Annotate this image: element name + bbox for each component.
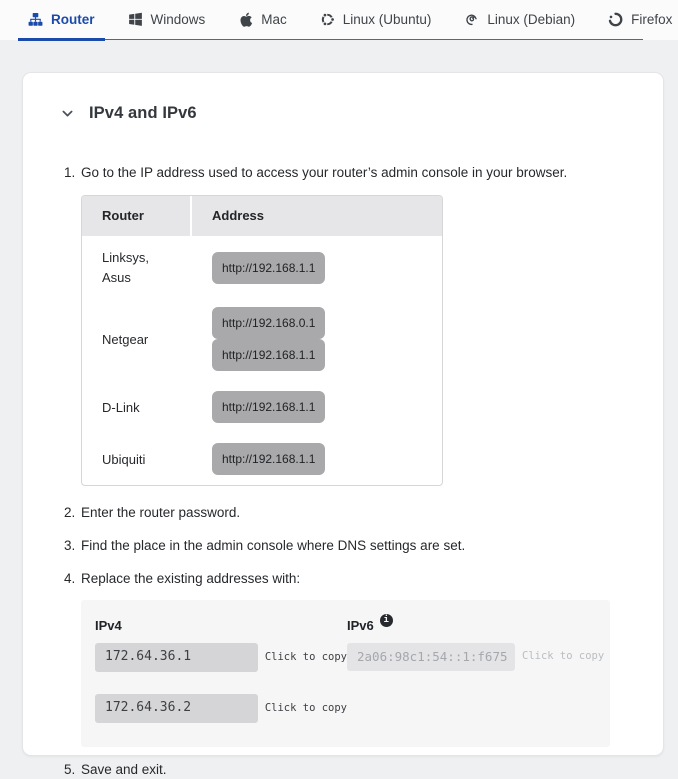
table-row (82, 297, 442, 381)
tab-linux-debian[interactable] (454, 7, 585, 39)
debian-icon (464, 12, 479, 27)
step-1-text: Go to the IP address used to access your router’s admin console in your browser. (81, 165, 568, 180)
address-badge: http://192.168.1.1 (212, 443, 325, 475)
tab-label: Firefox (631, 12, 673, 27)
tab-list (18, 7, 673, 40)
section-header (59, 104, 639, 123)
step-2 (79, 503, 639, 523)
table-header-address: Address (192, 196, 442, 239)
content-card (22, 72, 664, 777)
tab-mac[interactable] (228, 7, 297, 39)
copy-row (95, 694, 347, 723)
click-to-copy-hint: Click to copy (264, 650, 347, 663)
step-2-text: Enter the router password. (81, 505, 241, 521)
step-5-text: Save and exit. (81, 761, 167, 777)
router-name: Linksys, Asus (102, 250, 149, 285)
step-5 (79, 760, 639, 779)
router-name: D-Link (102, 399, 140, 415)
ipv4-label: IPv4 (95, 618, 122, 634)
ipv4-address-1[interactable]: 172.64.36.1 (95, 643, 258, 672)
address-badge: http://192.168.1.1 (212, 339, 325, 371)
ipv4-column (95, 617, 347, 745)
click-to-copy-hint: Click to copy (264, 701, 347, 714)
router-name: Netgear (102, 331, 149, 347)
tab-label: Router (51, 12, 95, 27)
sitemap-icon (28, 12, 43, 27)
tab-label: Mac (261, 12, 287, 27)
step-3-text: Find the place in the admin console where DNS settings are set. (81, 537, 466, 553)
tab-linux-ubuntu[interactable] (310, 7, 442, 39)
dns-addresses-panel (81, 600, 610, 747)
step-1 (79, 163, 639, 486)
table-row (82, 238, 442, 297)
ipv6-column (347, 617, 610, 745)
firefox-icon (608, 12, 623, 27)
apple-icon (238, 12, 253, 27)
step-4 (79, 569, 639, 747)
step-4-text: Replace the existing addresses with: (81, 570, 301, 586)
windows-icon (128, 12, 143, 27)
tab-label: Linux (Ubuntu) (342, 12, 432, 27)
chevron-down-icon[interactable] (59, 105, 76, 122)
tab-label: Windows (150, 12, 206, 27)
copy-row (347, 643, 610, 671)
tab-label: Linux (Debian) (487, 12, 576, 27)
step-3 (79, 536, 639, 556)
ipv6-address-1[interactable]: 2a06:98c1:54::1:f675 (347, 643, 515, 671)
table-row (82, 381, 442, 433)
tab-windows[interactable] (118, 7, 216, 39)
instruction-steps (59, 163, 639, 779)
table-row (82, 433, 442, 485)
address-badge: http://192.168.1.1 (212, 252, 325, 284)
router-address-table (81, 195, 443, 487)
section-title: IPv4 and IPv6 (89, 104, 197, 122)
ipv6-label: IPv6 i (347, 617, 610, 636)
address-badge: http://192.168.0.1 (212, 307, 325, 339)
address-badge: http://192.168.1.1 (212, 391, 325, 423)
router-name: Ubiquiti (102, 451, 146, 467)
platform-tabbar (0, 0, 678, 40)
tab-firefox[interactable] (598, 7, 678, 39)
info-icon[interactable] (380, 614, 393, 627)
copy-row (95, 643, 347, 672)
click-to-copy-hint: Click to copy (522, 650, 605, 663)
ipv4-address-2[interactable]: 172.64.36.2 (95, 694, 258, 723)
tab-router[interactable] (18, 7, 105, 39)
ubuntu-icon (320, 12, 335, 27)
table-header-router: Router (82, 196, 192, 239)
